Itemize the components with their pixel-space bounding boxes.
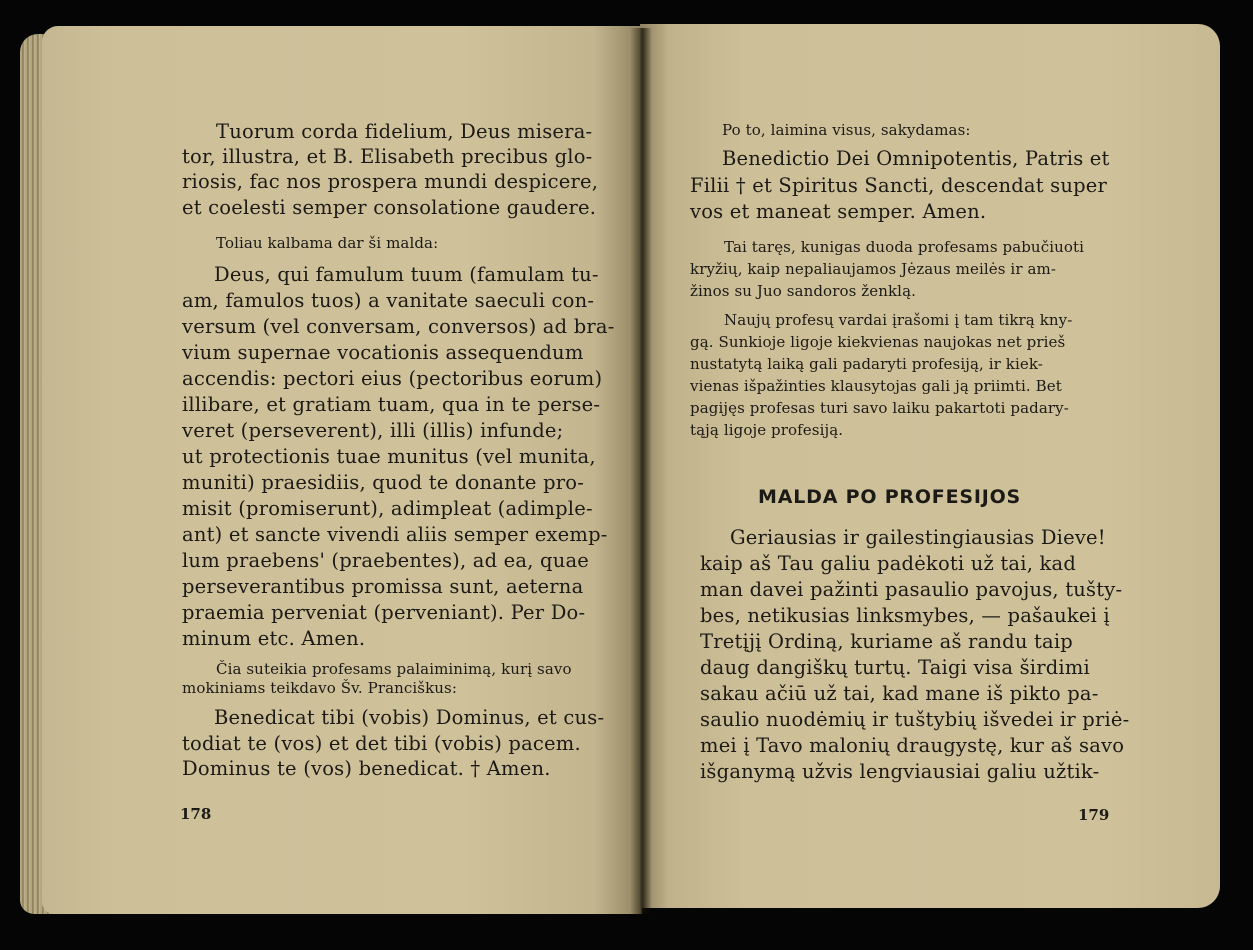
- rubric-note: Čia suteikia profesams palaiminimą, kurį savo: [216, 660, 572, 678]
- text-line: Benedictio Dei Omnipotentis, Patris et: [722, 147, 1110, 170]
- text-line: ut protectionis tuae munitus (vel munita,: [182, 445, 596, 468]
- text-line: et coelesti semper consolatione gaudere.: [182, 196, 597, 219]
- text-line: Filii † et Spiritus Sancti, descendat super: [690, 174, 1108, 197]
- text-line: vos et maneat semper. Amen.: [690, 200, 987, 223]
- rubric-note: Naujų profesų vardai įrašomi į tam tikrą kny-: [724, 311, 1073, 329]
- text-line: tor, illustra, et B. Elisabeth precibus glo-: [182, 145, 593, 168]
- text-line: bes, netikusias linksmybes, — pašaukei į: [700, 604, 1110, 627]
- rubric-note: Po to, laimina visus, sakydamas:: [722, 121, 971, 139]
- text-line: išganymą užvis lengviausiai galiu užtik-: [700, 760, 1100, 783]
- left-page: [42, 26, 642, 914]
- text-line: muniti) praesidiis, quod te donante pro-: [182, 471, 585, 494]
- rubric-note: pagijęs profesas turi savo laiku pakartoti padary-: [690, 399, 1069, 417]
- text-line: ant) et sancte vivendi aliis semper exemp-: [182, 523, 608, 546]
- text-line: todiat te (vos) et det tibi (vobis) pacem.: [182, 732, 581, 755]
- text-line: minum etc. Amen.: [182, 627, 366, 650]
- text-line: Tuorum corda fidelium, Deus misera-: [216, 120, 593, 143]
- rubric-note: Tai taręs, kunigas duoda profesams pabučiuoti: [724, 238, 1085, 256]
- text-line: perseverantibus promissa sunt, aeterna: [182, 575, 584, 598]
- rubric-note: mokiniams teikdavo Šv. Pranciškus:: [182, 679, 458, 697]
- text-line: saulio nuodėmių ir tuštybių išvedei ir priė-: [700, 708, 1130, 731]
- text-line: versum (vel conversam, conversos) ad bra-: [182, 315, 615, 338]
- right-page: [640, 24, 1220, 908]
- book-gutter: [630, 28, 652, 914]
- text-line: kaip aš Tau galiu padėkoti už tai, kad: [700, 552, 1077, 575]
- text-line: daug dangiškų turtų. Taigi visa širdimi: [700, 656, 1090, 679]
- rubric-note: tąją ligoje profesiją.: [690, 421, 844, 439]
- page-number: 178: [180, 805, 212, 823]
- text-line: mei į Tavo malonių draugystę, kur aš savo: [700, 734, 1125, 757]
- text-line: veret (perseverent), illi (illis) infunde;: [182, 419, 564, 442]
- text-line: Tretįjį Ordiną, kuriame aš randu taip: [700, 630, 1073, 653]
- text-line: misit (promiserunt), adimpleat (adimple-: [182, 497, 593, 520]
- text-line: lum praebens' (praebentes), ad ea, quae: [182, 549, 590, 572]
- text-line: Deus, qui famulum tuum (famulam tu-: [214, 263, 599, 286]
- rubric-note: vienas išpažinties klausytojas gali ją priimti. Bet: [690, 377, 1062, 395]
- text-line: am, famulos tuos) a vanitate saeculi con-: [182, 289, 595, 312]
- rubric-note: nustatytą laiką gali padaryti profesiją, ir kiek-: [690, 355, 1043, 373]
- text-line: sakau ačiū už tai, kad mane iš pikto pa-: [700, 682, 1099, 705]
- page-number: 179: [1078, 806, 1110, 824]
- text-line: Dominus te (vos) benedicat. † Amen.: [182, 757, 551, 780]
- text-line: praemia perveniat (perveniant). Per Do-: [182, 601, 586, 624]
- rubric-note: žinos su Juo sandoros ženklą.: [690, 282, 916, 300]
- rubric-note: kryžių, kaip nepaliaujamos Jėzaus meilės ir am-: [690, 260, 1056, 278]
- text-line: man davei pažinti pasaulio pavojus, tušty-: [700, 578, 1123, 601]
- text-line: riosis, fac nos prospera mundi despicere,: [182, 170, 599, 193]
- text-line: illibare, et gratiam tuam, qua in te perse-: [182, 393, 601, 416]
- text-line: vium supernae vocationis assequendum: [182, 341, 584, 364]
- text-line: accendis: pectori eius (pectoribus eorum): [182, 367, 603, 390]
- rubric-note: Toliau kalbama dar ši malda:: [216, 234, 439, 252]
- text-line: Geriausias ir gailestingiausias Dieve!: [730, 526, 1106, 549]
- text-line: Benedicat tibi (vobis) Dominus, et cus-: [214, 706, 605, 729]
- section-heading: MALDA PO PROFESIJOS: [758, 486, 1022, 508]
- rubric-note: gą. Sunkioje ligoje kiekvienas naujokas net prieš: [690, 333, 1066, 351]
